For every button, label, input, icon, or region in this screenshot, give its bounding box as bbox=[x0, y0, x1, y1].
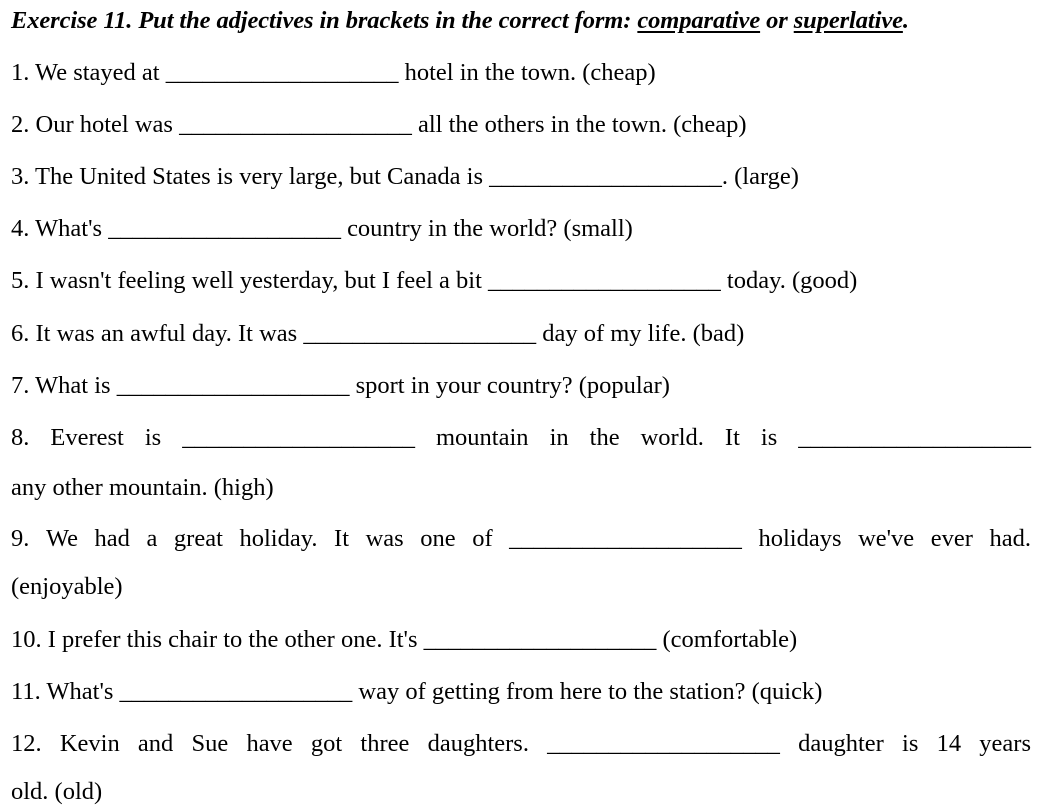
item-word: and bbox=[137, 730, 174, 757]
exercise-item-8-continued bbox=[11, 473, 1031, 503]
item-word: three bbox=[360, 730, 410, 757]
exercise-item-8 bbox=[11, 423, 1031, 453]
item-word: got bbox=[310, 730, 343, 757]
item-text: hotel in the town. (cheap) bbox=[404, 59, 656, 86]
item-text: (enjoyable) bbox=[11, 573, 123, 600]
item-text: (comfortable) bbox=[662, 626, 798, 653]
exercise-item-9-continued bbox=[11, 572, 1031, 602]
item-word: of bbox=[472, 525, 493, 552]
item-text: 5. I wasn't feeling well yesterday, but I feel a bit bbox=[11, 267, 482, 294]
item-word: daughter bbox=[798, 730, 884, 757]
item-word: ever bbox=[930, 525, 973, 552]
item-word: 12. bbox=[11, 730, 42, 757]
item-word: 8. bbox=[11, 424, 30, 451]
item-word: We bbox=[45, 525, 78, 552]
item-word: have bbox=[246, 730, 293, 757]
answer-blank[interactable]: ___________________ bbox=[119, 678, 353, 705]
exercise-item-9 bbox=[11, 524, 1031, 554]
item-word: the bbox=[589, 424, 620, 451]
item-text: 11. What's bbox=[11, 678, 114, 705]
item-word: Kevin bbox=[59, 730, 120, 757]
item-word: had bbox=[94, 525, 130, 552]
exercise-item-3 bbox=[11, 162, 1031, 192]
exercise-item-11 bbox=[11, 677, 1031, 707]
item-word: 14 bbox=[936, 730, 962, 757]
answer-blank[interactable]: ___________________ bbox=[179, 111, 412, 138]
answer-blank[interactable]: ___________________ bbox=[798, 424, 1031, 451]
item-word: was bbox=[365, 525, 404, 552]
item-word: daughters. bbox=[427, 730, 529, 757]
answer-blank[interactable]: ___________________ bbox=[489, 163, 722, 190]
title-end: . bbox=[902, 7, 909, 34]
item-word: It bbox=[334, 525, 350, 552]
answer-blank[interactable]: ___________________ bbox=[547, 730, 780, 757]
item-word: had. bbox=[989, 525, 1031, 552]
item-text: today. (good) bbox=[726, 267, 858, 294]
exercise-item-4 bbox=[11, 214, 1031, 244]
item-word: is bbox=[760, 424, 778, 451]
item-text: . (large) bbox=[721, 163, 799, 190]
item-word: we've bbox=[858, 525, 915, 552]
exercise-item-2 bbox=[11, 110, 1031, 140]
title-or: or bbox=[760, 7, 794, 34]
item-word: is bbox=[902, 730, 919, 757]
answer-blank[interactable]: ___________________ bbox=[182, 424, 415, 451]
item-text: all the others in the town. (cheap) bbox=[417, 111, 747, 138]
item-word: world. bbox=[640, 424, 704, 451]
item-text: 3. The United States is very large, but Canada is bbox=[11, 163, 483, 190]
item-text: 7. What is bbox=[11, 372, 111, 399]
title-prefix: Exercise 11. Put the adjectives in brackets in the correct form: bbox=[11, 7, 638, 34]
item-word: mountain bbox=[436, 424, 529, 451]
item-word: Everest bbox=[50, 424, 124, 451]
exercise-item-5 bbox=[11, 266, 1031, 296]
item-text: old. (old) bbox=[11, 778, 103, 805]
exercise-item-12 bbox=[11, 729, 1031, 759]
item-text: 2. Our hotel was bbox=[11, 111, 173, 138]
exercise-item-12-continued bbox=[11, 777, 1031, 807]
exercise-title bbox=[11, 6, 1031, 36]
exercise-item-10 bbox=[11, 625, 1031, 655]
item-word: holidays bbox=[758, 525, 842, 552]
answer-blank[interactable]: ___________________ bbox=[488, 267, 721, 294]
answer-blank[interactable]: ___________________ bbox=[116, 372, 350, 399]
answer-blank[interactable]: ___________________ bbox=[303, 320, 537, 347]
answer-blank[interactable]: ___________________ bbox=[108, 215, 341, 242]
title-superlative: superlative bbox=[793, 7, 903, 34]
item-word: Sue bbox=[191, 730, 229, 757]
item-text: 1. We stayed at bbox=[11, 59, 160, 86]
answer-blank[interactable]: ___________________ bbox=[509, 525, 742, 552]
title-comparative: comparative bbox=[637, 7, 761, 34]
item-word: 9. bbox=[11, 525, 30, 552]
item-word: a bbox=[146, 525, 158, 552]
item-word: years bbox=[979, 730, 1031, 757]
exercise-item-7 bbox=[11, 371, 1031, 401]
exercise-item-6 bbox=[11, 319, 1031, 349]
item-word: in bbox=[549, 424, 569, 451]
item-text: sport in your country? (popular) bbox=[355, 372, 670, 399]
item-text: 6. It was an awful day. It was bbox=[11, 320, 298, 347]
item-word: It bbox=[724, 424, 740, 451]
item-word: holiday. bbox=[239, 525, 318, 552]
item-text: country in the world? (small) bbox=[347, 215, 633, 242]
item-text: 10. I prefer this chair to the other one. It's bbox=[11, 626, 418, 653]
item-text: day of my life. (bad) bbox=[542, 320, 745, 347]
item-text: any other mountain. (high) bbox=[11, 474, 274, 501]
item-word: one bbox=[420, 525, 456, 552]
exercise-item-1 bbox=[11, 58, 1031, 88]
item-text: way of getting from here to the station? (quick) bbox=[358, 678, 823, 705]
item-word: is bbox=[144, 424, 162, 451]
answer-blank[interactable]: ___________________ bbox=[423, 626, 657, 653]
item-text: 4. What's bbox=[11, 215, 103, 242]
answer-blank[interactable]: ___________________ bbox=[165, 59, 399, 86]
item-word: great bbox=[173, 525, 223, 552]
